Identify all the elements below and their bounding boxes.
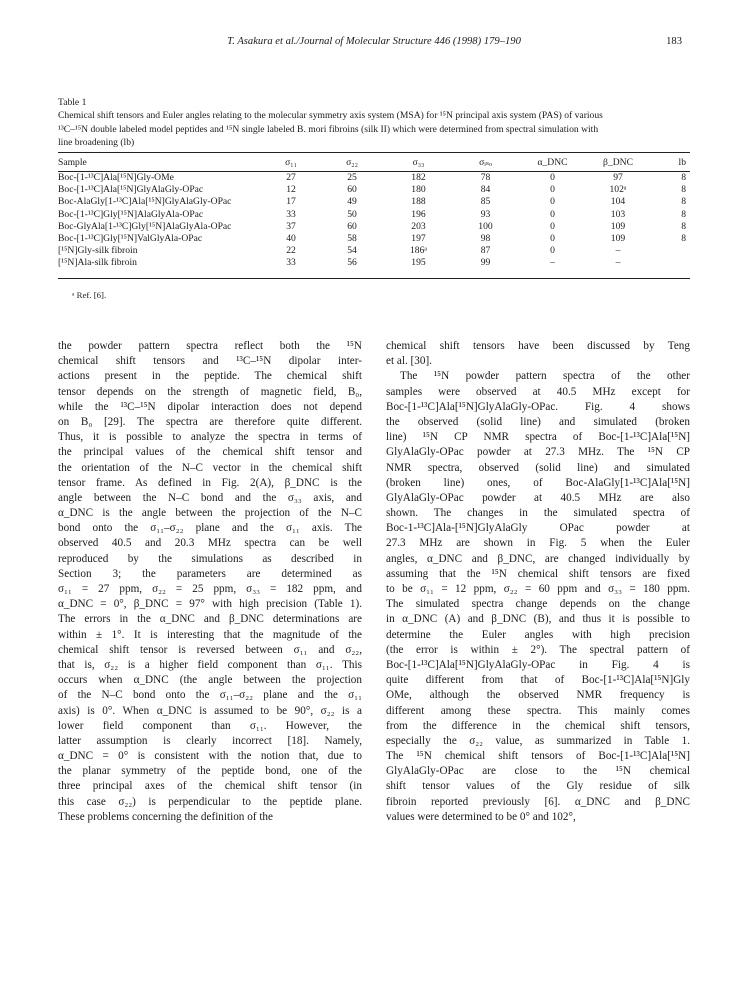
value-cell: 22 <box>286 245 296 257</box>
text-line: the planar symmetry of the peptide bond, one of the <box>58 765 362 778</box>
col-header: lb <box>678 157 686 168</box>
value-cell: 100 <box>478 220 493 232</box>
value-cell: 8 <box>681 208 686 220</box>
text-line: chemical shift tensors have been discussed by Teng <box>386 340 690 352</box>
value-cell: 8 <box>681 233 686 245</box>
data-table <box>58 155 690 270</box>
text-line: shown. The changes in the simulated spectra of <box>386 507 690 520</box>
caption-line: Chemical shift tensors and Euler angles relating to the molecular symmetry axis system (MSA) for ¹⁵N principal axis system (PAS) of various <box>58 110 603 122</box>
value-cell: 49 <box>347 196 357 208</box>
value-cell: 85 <box>480 196 491 208</box>
text-line: NMR spectra, observed (solid line) and simulated <box>386 461 690 474</box>
value-cell: 17 <box>286 196 296 208</box>
value-cell <box>650 257 690 269</box>
value-cell: 8 <box>681 172 686 183</box>
text-line: determine the Euler angles with high precision <box>386 628 690 641</box>
sample-cell: Boc-[1-¹³C]Ala[¹⁵N]GlyAlaGly-OPac <box>58 184 204 196</box>
text-line: GlyAlaGly-OPac powder at 27.3 MHz. The ¹⁵N CP <box>386 446 690 459</box>
text-line: et al. [30]. <box>386 355 432 368</box>
table-row <box>58 209 690 221</box>
table-bottom-rule <box>58 278 690 279</box>
text-line: three principal axes of the chemical shift tensor (in <box>58 780 362 793</box>
text-line: from the difference in the chemical shift tensors, <box>386 719 690 732</box>
text-line: α_DNC = 0° is consistent with the notion that, due to <box>58 750 362 763</box>
col-header: α_DNC <box>537 157 568 168</box>
table-caption <box>58 96 690 150</box>
value-cell: 33 <box>286 208 296 220</box>
text-line: the powder pattern spectra reflect both the ¹⁵N <box>58 340 362 352</box>
col-header: σᵢₛₒ <box>479 157 492 168</box>
value-cell: 203 <box>411 220 426 232</box>
text-line: angles, α_DNC and β_DNC, are changed individually by <box>386 552 690 565</box>
text-line: α_DNC is the angle between the projection of the N–C <box>58 507 362 520</box>
text-line: GlyAlaGly-OPac powder at 40.5 MHz are also <box>386 491 690 504</box>
text-line: the orientation of the N–C vector in the chemical shift <box>58 461 362 474</box>
text-line: latter assumption is clearly incorrect [18]. Namely, <box>58 734 362 747</box>
text-line: within ± 1°. It is interesting that the magnitude of the <box>58 628 362 641</box>
value-cell: 87 <box>480 245 491 257</box>
value-cell: 0 <box>550 184 555 196</box>
text-line: tensor depends on the strength of magnetic field, B₀, <box>58 385 362 398</box>
value-cell: 98 <box>480 233 491 245</box>
value-cell: 78 <box>480 172 491 183</box>
col-header: σ₂₂ <box>346 157 358 168</box>
text-line: tensor frame. As defined in Fig. 2(A), β_DNC is the <box>58 476 362 489</box>
sample-cell: Boc-[1-¹³C]Ala[¹⁵N]Gly-OMe <box>58 172 174 183</box>
table-row <box>58 184 690 196</box>
table-footnote: ᵃ Ref. [6]. <box>72 290 107 300</box>
value-cell: 0 <box>550 208 555 220</box>
running-header <box>58 36 690 52</box>
value-cell: 25 <box>347 172 357 183</box>
text-line: assuming that the ¹⁵N chemical shift tensors are fixed <box>386 567 690 580</box>
text-line: values were determined to be 0° and 102°, <box>386 810 576 823</box>
text-line: samples were observed at 40.5 MHz except for <box>386 385 690 398</box>
value-cell: 102ᵃ <box>609 184 627 196</box>
value-cell <box>650 245 690 257</box>
text-line: chemical shift tensors and ¹³C–¹⁵N dipolar inter- <box>58 355 362 368</box>
text-line: α_DNC = 0°, β_DNC = 97° with high precision (Table 1). <box>58 598 362 611</box>
value-cell: 58 <box>347 233 357 245</box>
value-cell: 37 <box>286 220 296 232</box>
value-cell: 27 <box>286 172 296 183</box>
text-line: chemical shift tensor is reversed between σ₁₁ and σ₂₂, <box>58 643 362 656</box>
text-line: axis) is 0°. When α_DNC is assumed to be 90°, σ₂₂ is a <box>58 704 362 717</box>
value-cell: 0 <box>550 172 555 183</box>
text-line: GlyAlaGly-OPac are close to the ¹⁵N chemical <box>386 765 690 778</box>
value-cell: 84 <box>480 184 491 196</box>
text-line: fibroin reported previously [6]. α_DNC and β_DNC <box>386 795 690 808</box>
col-header: β_DNC <box>603 157 633 168</box>
text-line: angle between the N–C bond and the σ₃₃ axis, and <box>58 491 362 504</box>
page-number: 183 <box>666 36 682 47</box>
value-cell: 103 <box>610 208 626 220</box>
text-line: The ¹⁵N chemical shift tensors of Boc-[1-¹³C]Ala[¹⁵N] <box>386 750 690 763</box>
text-line: quite different from that of Boc-[1-¹³C]Ala[¹⁵N]Gly <box>386 674 690 687</box>
text-line: Boc-1-¹³C]Ala-[¹⁵N]GlyAlaGly OPac powder at <box>386 522 690 535</box>
sample-cell: [¹⁵N]Gly-silk fibroin <box>58 245 138 257</box>
caption-line: ¹³C–¹⁵N double labeled model peptides and ¹⁵N single labeled B. mori fibroins (silk II) which were determined from spectral simulation with <box>58 123 599 135</box>
text-line: The simulated spectra change depends on the change <box>386 598 690 611</box>
value-cell: 56 <box>347 257 357 269</box>
table-row <box>58 172 690 185</box>
value-cell: 0 <box>550 196 555 208</box>
text-line: of the N–C bond onto the σ₁₁–σ₂₂ plane and the σ₁₁ <box>58 689 362 702</box>
text-line: to be σ₁₁ = 12 ppm, σ₂₂ = 60 ppm and σ₃₃ = 180 ppm. <box>386 583 690 595</box>
text-line: lower field component than σ₁₁. However, the <box>58 719 362 732</box>
caption-line: line broadening (lb) <box>58 137 135 149</box>
sample-cell: Boc-AlaGly[1-¹³C]Ala[¹⁵N]GlyAlaGly-OPac <box>58 196 232 208</box>
value-cell: – <box>550 257 555 269</box>
table-row <box>58 196 690 208</box>
value-cell: 180 <box>411 184 426 196</box>
value-cell: 8 <box>681 196 686 208</box>
value-cell: 104 <box>610 196 626 208</box>
text-line: on B₀ [29]. The spectra are therefore quite different. <box>58 415 362 428</box>
value-cell: 109 <box>610 220 626 232</box>
text-line: the principal values of the chemical shift tensor and <box>58 446 362 459</box>
text-line: in α_DNC (A) and β_DNC (B), and thus it is possible to <box>386 613 690 626</box>
value-cell: 97 <box>613 172 623 183</box>
text-line: observed 40.5 and 20.3 MHz spectra can be well <box>58 537 362 550</box>
sample-cell: Boc-[1-¹³C]Gly[¹⁵N]AlaGlyAla-OPac <box>58 208 204 220</box>
value-cell: 0 <box>550 233 555 245</box>
value-cell: 54 <box>347 245 357 257</box>
text-line: Boc-[1-¹³C]Ala[¹⁵N]GlyAlaGly-OPac in Fig. 4 is <box>386 658 690 671</box>
table-header-row <box>58 155 690 172</box>
table-row <box>58 257 690 269</box>
col-header: σ₃₃ <box>412 157 425 168</box>
table-row <box>58 233 690 245</box>
text-line: different among these spectra. This mainly comes <box>386 704 690 717</box>
value-cell: 8 <box>681 220 686 232</box>
text-line: Section 3; the parameters are determined as <box>58 567 362 580</box>
value-cell: 182 <box>411 172 426 183</box>
value-cell: 0 <box>550 220 555 232</box>
value-cell: 93 <box>480 208 491 220</box>
text-line: Boc-[1-¹³C]Ala[¹⁵N]GlyAlaGly-OPac. Fig. 4 shows <box>386 400 690 413</box>
value-cell: 99 <box>480 257 491 269</box>
value-cell: 186ᵃ <box>409 245 427 257</box>
text-line: line) ¹⁵N CP NMR spectra of Boc-[1-¹³C]Ala[¹⁵N] <box>386 431 690 444</box>
table-row <box>58 221 690 233</box>
sample-cell: [¹⁵N]Ala-silk fibroin <box>58 257 137 269</box>
value-cell: – <box>615 257 621 269</box>
text-line: The errors in the α_DNC and β_DNC determinations are <box>58 613 362 626</box>
col-header: Sample <box>58 157 87 168</box>
value-cell: 196 <box>411 208 426 220</box>
value-cell: – <box>615 245 621 257</box>
text-line: OMe, although the observed NMR frequency is <box>386 689 690 702</box>
text-line: that is, σ₂₂ is a higher field component than σ₁₁. This <box>58 658 362 671</box>
value-cell: 40 <box>286 233 296 245</box>
sample-cell: Boc-[1-¹³C]Gly[¹⁵N]ValGlyAla-OPac <box>58 233 203 245</box>
journal-citation: T. Asakura et al./Journal of Molecular Structure 446 (1998) 179–190 <box>227 36 521 47</box>
value-cell: 188 <box>411 196 426 208</box>
text-line: σ₁₁ = 27 ppm, σ₂₂ = 25 ppm, σ₃₃ = 182 ppm, and <box>58 583 362 595</box>
text-line: 27.3 MHz are shown in Fig. 5 when the Euler <box>386 537 690 550</box>
text-line: occurs when α_DNC (the angle between the projection <box>58 674 362 687</box>
table-row <box>58 245 690 257</box>
body-column-left <box>58 339 362 825</box>
text-line: shift tensor values of the Gly residue of silk <box>386 780 690 793</box>
value-cell: 8 <box>681 184 686 196</box>
value-cell: 50 <box>347 208 357 220</box>
value-cell: 33 <box>286 257 296 269</box>
text-line: while the ¹³C–¹⁵N dipolar interaction does not depend <box>58 400 362 413</box>
text-line: actions present in the peptide. The chemical shift <box>58 370 362 383</box>
text-line: bond onto the σ₁₁–σ₂₂ plane and the σ₁₁ axis. The <box>58 522 362 535</box>
text-line: (broken line) ones, of Boc-AlaGly[1-¹³C]Ala[¹⁵N] <box>386 476 690 489</box>
text-line: The ¹⁵N powder pattern spectra of the other <box>400 370 690 383</box>
value-cell: 0 <box>550 245 555 257</box>
text-line: reproduced by the simulations as described in <box>58 552 362 565</box>
value-cell: 12 <box>286 184 296 196</box>
sample-cell: Boc-GlyAla[1-¹³C]Gly[¹⁵N]AlaGlyAla-OPac <box>58 220 232 232</box>
text-line: (the error is within ± 2°). The spectral pattern of <box>386 643 690 656</box>
text-line: this case σ₂₂) is perpendicular to the peptide plane. <box>58 795 362 808</box>
value-cell: 60 <box>347 184 357 196</box>
text-line: Thus, it is possible to analyze the spectra in terms of <box>58 431 362 444</box>
value-cell: 197 <box>411 233 426 245</box>
text-line: These problems concerning the definition of the <box>58 810 273 823</box>
body-column-right <box>386 339 690 825</box>
table-label: Table 1 <box>58 97 87 108</box>
text-line: especially the σ₂₂ value, as summarized in Table 1. <box>386 734 690 747</box>
value-cell: 109 <box>610 233 626 245</box>
value-cell: 195 <box>411 257 426 269</box>
table-top-rule <box>58 152 690 153</box>
col-header: σ₁₁ <box>285 157 297 168</box>
value-cell: 60 <box>347 220 357 232</box>
text-line: the observed (solid line) and simulated (broken <box>386 415 690 428</box>
